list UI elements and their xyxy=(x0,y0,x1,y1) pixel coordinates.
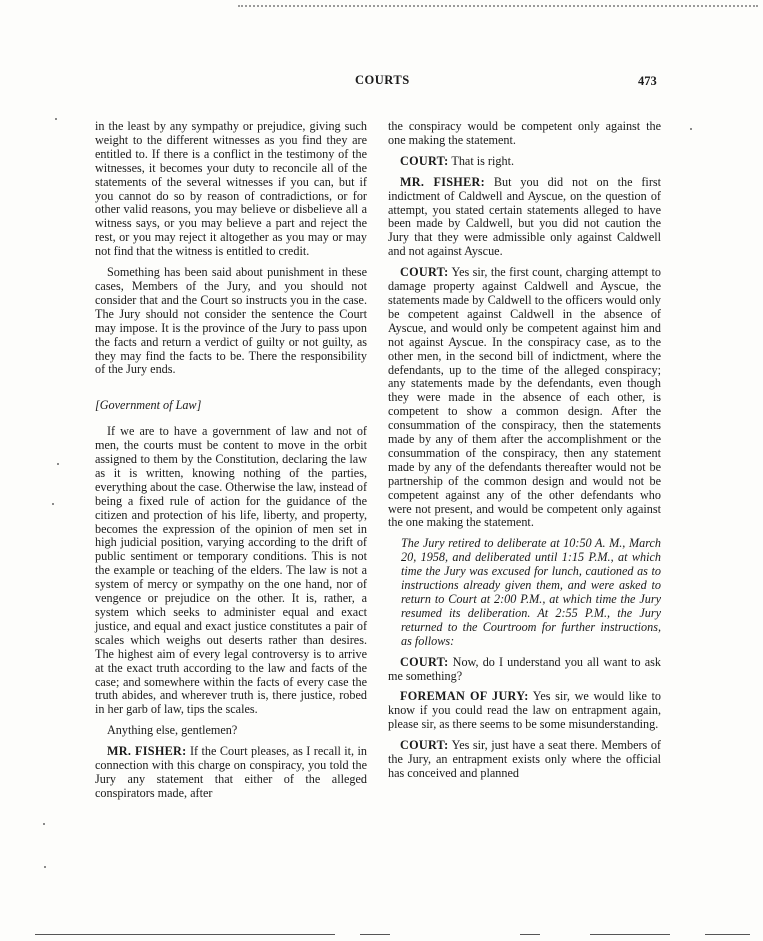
left-column xyxy=(95,120,367,808)
narrative-paragraph: The Jury retired to deliberate at 10:50 A. M., March 20, 1958, and deliberated until 1:15 P.M., at which time the Jury was excused for lunch, cautioned as to instructions already given them, and were asked to return to Court at 2:00 P.M., at which time the Jury resumed its deliberation. At 2:55 P.M., the Jury returned to the Courtroom for further instructions, as follows: xyxy=(401,536,661,648)
section-heading: [Government of Law] xyxy=(95,398,202,413)
scan-speck xyxy=(690,128,692,130)
speaker-paragraph xyxy=(388,739,661,781)
speaker-paragraph xyxy=(388,266,661,530)
speaker-label: COURT: xyxy=(400,153,449,168)
speaker-paragraph xyxy=(388,656,661,684)
speaker-paragraph xyxy=(388,690,661,732)
speaker-label: MR. FISHER: xyxy=(107,744,187,759)
speaker-paragraph xyxy=(388,176,661,259)
speaker-label: COURT: xyxy=(400,738,449,753)
page-number: 473 xyxy=(638,74,657,88)
speaker-label: FOREMAN OF JURY: xyxy=(400,689,529,704)
paragraph: the conspiracy would be competent only against the one making the statement. xyxy=(388,119,661,147)
speech-text: Yes sir, the first count, charging attempt to damage property against Caldwell and Ayscue, the statements made by Caldwell to the officers would only be competent against Caldwell in the absence of Ayscue, and would only be competent against him and not against Ayscue. In the conspiracy case, as to the other men, in the second bill of indictment, where the defendants, up to the time of the alleged conspiracy; any statements made by the defendants, even though they were made in the absence of each other, is competent to show a common design. After the consummation of the conspiracy, then the statements made by any of them after the accomplishment or the consummation of the conspiracy, then any statement made by any of the defendants thereafter would not be partnership of the common design and would not be competent against any of the other defendants who were not present, and would be competent only against the one making the statement. xyxy=(388,265,661,530)
scan-speck xyxy=(55,118,57,120)
speech-text: Now, do I understand you all want to ask me something? xyxy=(388,654,661,683)
scan-speck xyxy=(43,823,45,825)
speech-text: But you did not on the first indictment of Caldwell and Ayscue, on the question of attempt, you stated certain statements alleged to have been made by Caldwell, but you did not caution the Jury that they were admissible only against Caldwell and not against Ayscue. xyxy=(388,174,662,259)
right-column xyxy=(388,120,661,788)
speech-text: If the Court pleases, as I recall it, in connection with this charge on conspiracy, you told the Jury any statement that either of the alleged conspirators made, after xyxy=(95,744,368,800)
paragraph: Something has been said about punishment in these cases, Members of the Jury, and you should not consider that and the Court so instructs you in the case. The Jury should not consider the sentence the Court may impose. It is the province of the Jury to pass upon the facts and return a verdict of guilty or not guilty, as they may find the facts to be. There the responsibility of the Jury ends. xyxy=(95,265,367,377)
bottom-rule xyxy=(360,934,390,935)
scan-speck xyxy=(52,503,54,505)
paragraph: in the least by any sympathy or prejudice, giving such weight to the different witnesses as you find they are entitled to. If there is a conflict in the testimony of the witnesses, it becomes your duty to reconcile all of the statements of the several witnesses if you can, but if you cannot do so by reason of contradictions, or for other valid reasons, you may believe or disbelieve all a witness says, or you may believe a part and reject the rest, or you may reject it altogether as you may or may not find that the witness is entitled to credit. xyxy=(95,119,367,259)
speaker-label: COURT: xyxy=(400,265,449,280)
bottom-rule xyxy=(520,934,540,935)
speech-text: That is right. xyxy=(451,153,514,168)
scan-speck xyxy=(44,866,46,868)
speaker-label: MR. FISHER: xyxy=(400,174,485,189)
scan-speck xyxy=(57,463,59,465)
speech-text: Yes sir, we would like to know if you could read the law on entrapment again, please sir, as there seems to be some misunderstanding. xyxy=(388,689,661,732)
paragraph: If we are to have a government of law and not of men, the courts must be content to move in the orbit assigned to them by the Constitution, declaring the law as it is written, knowing nothing of the parties, everything about the case. Otherwise the law, instead of being a fixed rule of action for the guidance of the citizen and protection of his life, liberty, and property, becomes the expression of the opinion of men set in high judicial position, varying according to the drift of public sentiment or temporary conditions. This is not the example or teaching of the elders. The law is not a system of mercy or sympathy on the one hand, nor of vengence or prejudice on the other. It is, rather, a system which seeks to administer equal and exact justice, and equal and exact justice constitutes a pair of scales which weighs out deserts rather than desires. The highest aim of every legal controversy is to arrive at the exact truth according to the law and facts of the case; and somewhere within the facts of every case the truth abides, and wherever truth is, there justice, robed in her garb of law, tips the scales. xyxy=(95,424,367,717)
speaker-paragraph xyxy=(95,745,367,801)
running-title: COURTS xyxy=(355,73,410,87)
speech-text: Yes sir, just have a seat there. Members of the Jury, an entrapment exists only where the official has conceived and planned xyxy=(388,738,661,780)
bottom-rule xyxy=(35,934,335,935)
bottom-rule xyxy=(705,934,750,935)
bottom-rule xyxy=(590,934,670,935)
speaker-paragraph xyxy=(388,155,661,169)
speaker-label: COURT: xyxy=(400,654,449,669)
top-dotted-rule xyxy=(238,5,758,7)
paragraph: Anything else, gentlemen? xyxy=(107,723,238,738)
section-heading-text: Government of Law xyxy=(99,398,197,413)
